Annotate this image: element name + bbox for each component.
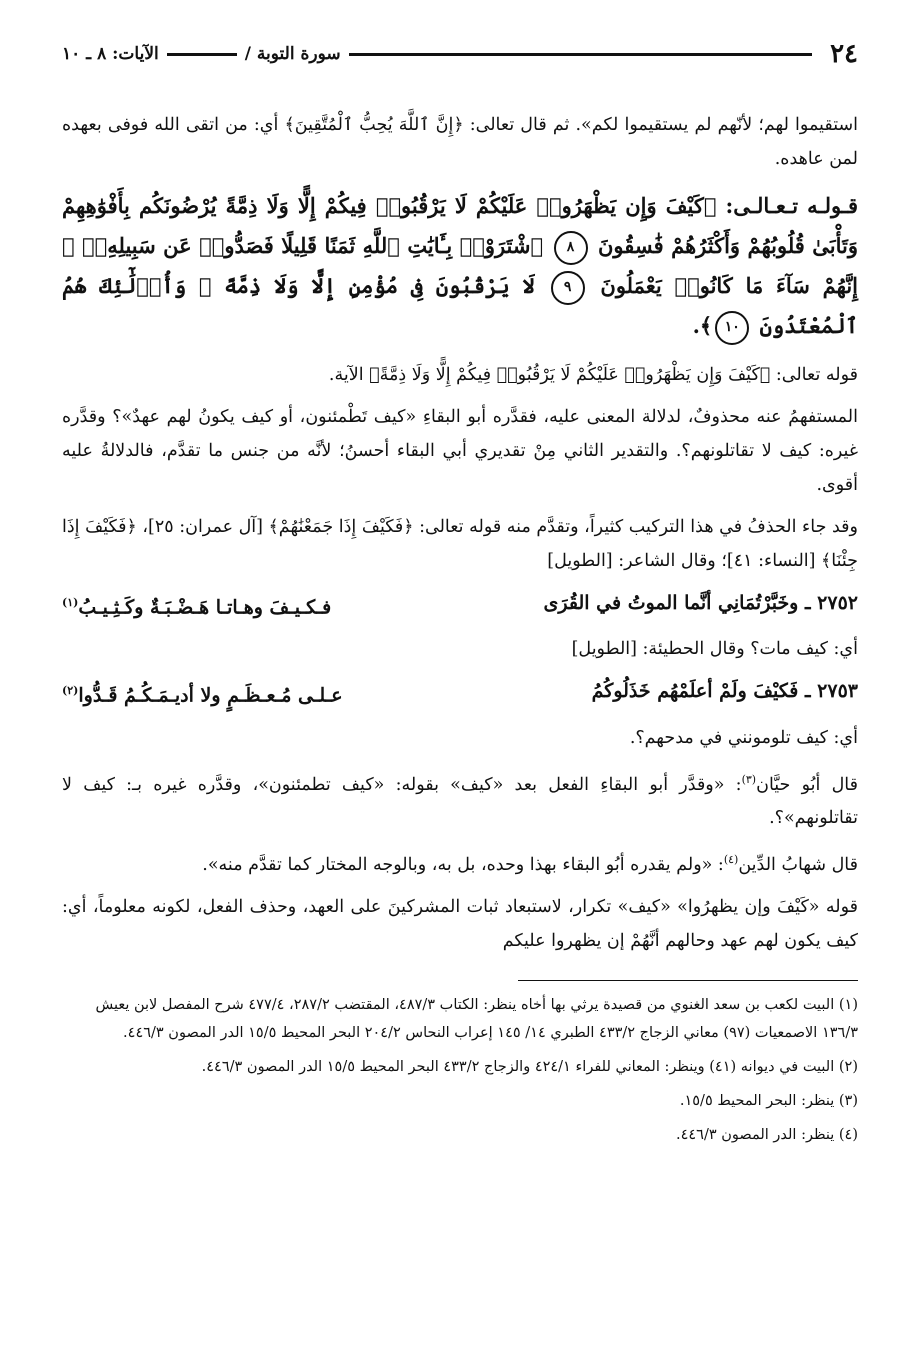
paragraph-text: قال شهابُ الدِّين bbox=[738, 855, 858, 876]
paragraph: أي: كيف مات؟ وقال الحطيئة: [الطويل] bbox=[571, 639, 858, 660]
paragraph-text: : «وقدَّر أبو البقاءِ الفعل بعد «كيف» بقوله: «كيف تطمئنون»، وقدَّره غيره بـ: كيف لا تقاتلونهم»؟. bbox=[62, 774, 858, 829]
footnotes bbox=[62, 991, 858, 1149]
ayah-number-marker: ٨ bbox=[554, 231, 588, 265]
paragraph: استقيموا لهم؛ لأنّهم لم يستقيموا لكم». ثم قال تعالى: ﴿إِنَّ ٱللَّهَ يُحِبُّ ٱلْمُتَّقِينَ﴾ أي: من اتقى الله فوفى بعهده لمن عاهده. bbox=[62, 115, 858, 169]
paragraph: أي: كيف تلومونني في مدحهم؟. bbox=[629, 727, 858, 748]
footnote: (١) البيت لكعب بن سعد الغنوي من قصيدة يرثي بها أخاه ينظر: الكتاب ٤٨٧/٣، المقتضب ٢٨٧/٢، ٤٧٧/٤ شرح المفصل لابن يعيش ١٣٦/٣ الاصمعيات (٩٧) معاني الزجاج ٤٣٣/٢ الطبري ١٤/ ١٤٥ إعراب النحاس ٢٠٤/٢ البحر المحيط ١٥/٥ الدر المصون ٤٤٦/٣. bbox=[95, 997, 858, 1042]
paragraph: قوله تعالى: ﴿كَيْفَ وَإِن يَظْهَرُوا۟ عَلَيْكُمْ لَا يَرْقُبُوا۟ فِيكُمْ إِلًّا وَلَا ذِمَّةً﴾ الآية. bbox=[328, 365, 858, 385]
book-page bbox=[62, 34, 858, 1361]
paragraph: قوله «كَيْفَ وإن يظهرُوا» «كيف» تكرار، لاستبعاد ثبات المشركينَ على العهد، وحذف الفعل، لكونه معلوماً، أي: كيف يكون لهم عهد وحالهم أنَّهُمْ إن يظهروا عليكم bbox=[62, 897, 858, 952]
header-rule-short bbox=[167, 53, 237, 56]
footnote-ref: (٢) bbox=[62, 684, 79, 698]
footnote: (٣) ينظر: البحر المحيط ١٥/٥. bbox=[679, 1093, 858, 1110]
footnote-ref: (١) bbox=[62, 596, 79, 609]
quran-passage bbox=[62, 186, 858, 346]
sura-title: سورة التوبة / bbox=[244, 44, 341, 64]
poem-verse bbox=[62, 586, 858, 624]
paragraph bbox=[62, 763, 858, 836]
footnote-ref: (٣) bbox=[741, 772, 757, 786]
poem-verse bbox=[62, 674, 858, 712]
paragraph bbox=[62, 843, 858, 882]
ayah-number-marker: ١٠ bbox=[715, 311, 749, 345]
paragraph-text: قال أبُو حيَّان bbox=[756, 774, 858, 795]
footnote-ref: (٤) bbox=[723, 853, 739, 867]
poem-first-hemistich: ٢٧٥٢ ـ وخَبَّرْتُمَانِي أنَّما الموتُ في القُرَى bbox=[543, 592, 858, 614]
paragraph: وقد جاء الحذفُ في هذا التركيب كثيراً، وتقدَّم منه قوله تعالى: ﴿فَكَيْفَ إِذَا جَمَعْنَٰهُمْ﴾ [آل عمران: ٢٥]، ﴿فَكَيْفَ إِذَا جِئْنَا﴾ [النساء: ٤١]؛ وقال الشاعر: [الطويل] bbox=[62, 517, 858, 571]
page-header bbox=[62, 34, 858, 74]
footnote-divider bbox=[518, 980, 858, 981]
quran-intro: قـولـه تـعـالـى: ﴿ bbox=[703, 193, 859, 218]
poem-second-hemistich: فـكـيـفَ وهـاتـا هَـضْـبَـةٌ وكَـثِـيـبُ bbox=[78, 596, 332, 619]
poem-second-hemistich: عـلـى مُـعـظَـمٍ ولا أديـمَـكُـمُ قَـدُّوا bbox=[78, 684, 343, 707]
quran-end: ﴾. bbox=[692, 313, 713, 338]
paragraph-text: : «ولم يقدره أبُو البقاء بهذا وحده، بل به، وبالوجه المختار كما تقدَّم منه». bbox=[202, 855, 724, 876]
paragraph: المستفهمُ عنه محذوفٌ، لدلالة المعنى عليه، فقدَّره أبو البقاءِ «كيف تَطْمئنون، أو كيف يكونُ لهم عهدٌ»؟ وقدَّره غيره: كيف لا تقاتلونهم؟. والتقدير الثاني مِنْ تقديري أبي البقاء أحسنُ؛ لأنَّه من جنس ما تقدَّم، فالدلالةُ عليه أقوى. bbox=[62, 407, 858, 495]
ayat-range: الآيات: ٨ ـ ١٠ bbox=[62, 44, 159, 64]
verse-text: لَا يَرْقُبُونَ فِى مُؤْمِنٍ إِلًّا وَلَا ذِمَّةً ۚ وَأُو۟لَٰٓئِكَ هُمُ ٱلْمُعْتَدُونَ bbox=[62, 273, 858, 338]
main-text bbox=[62, 108, 858, 958]
verse-text: ٱشْتَرَوْا۟ بِـَٔايَٰتِ ٱللَّهِ ثَمَنًا قَلِيلًا فَصَدُّوا۟ عَن سَبِيلِهِۦٓ ۚ إِنَّهُمْ سَآءَ مَا كَانُوا۟ يَعْمَلُونَ bbox=[62, 233, 859, 298]
footnote: (٤) ينظر: الدر المصون ٤٤٦/٣. bbox=[675, 1127, 858, 1144]
ayah-number-marker: ٩ bbox=[551, 271, 585, 305]
page-number: ٢٤ bbox=[830, 39, 858, 69]
header-rule bbox=[349, 53, 812, 56]
footnote: (٢) البيت في ديوانه (٤١) وينظر: المعاني للفراء ٤٢٤/١ والزجاج ٤٣٣/٢ البحر المحيط ١٥/٥ الدر المصون ٤٤٦/٣. bbox=[201, 1059, 858, 1076]
poem-first-hemistich: ٢٧٥٣ ـ فَكيْفَ ولَمْ أعلَمْهُم خَذَلُوكُمُ bbox=[591, 680, 858, 703]
verse-text: كَيْفَ وَإِن يَظْهَرُوا۟ عَلَيْكُمْ لَا يَرْقُبُوا۟ فِيكُمْ إِلًّا وَلَا ذِمَّةً يُرْضُونَكُم بِأَفْوَٰهِهِمْ وَتَأْبَىٰ قُلُوبُهُمْ وَأَكْثَرُهُمْ فَٰسِقُونَ bbox=[62, 193, 859, 258]
